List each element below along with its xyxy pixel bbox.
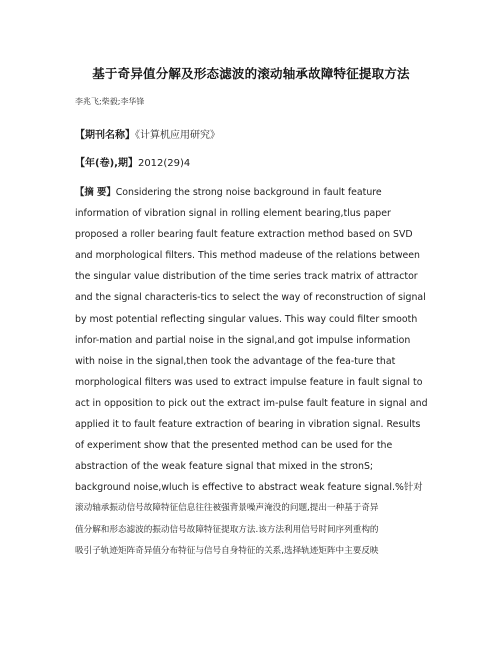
abstract-label: 【摘 要】 xyxy=(75,187,116,198)
abstract-line: 吸引子轨迹矩阵奇异值分布特征与信号自身特征的关系,选择轨迹矩阵中主要反映 xyxy=(75,545,379,556)
abstract-line: applied it to fault feature extraction of bearing in vibration signal. Results xyxy=(75,419,421,431)
abstract-line xyxy=(75,182,435,203)
abstract-line: infor-mation and partial noise in the signal,and got impulse information xyxy=(75,334,411,346)
abstract-line: by most potential reflecting singular values. This way could filter smooth xyxy=(75,313,418,325)
abstract-line: information of vibration signal in rolling element bearing,tlus paper xyxy=(75,208,391,220)
abstract-line: with noise in the signal,then took the advantage of the fea-ture that xyxy=(75,355,396,367)
abstract-line: of experiment show that the presented method can be used for the xyxy=(75,440,393,452)
volume-line xyxy=(75,154,190,169)
volume-value: 2012(29)4 xyxy=(137,158,191,169)
volume-label: 【年(卷),期】 xyxy=(75,158,138,169)
authors: 李兆飞;柴毅;李华锋 xyxy=(75,97,145,106)
abstract-line: 滚动轴承振动信号故障特征信息往往被强背景噪声淹没的问题,提出一种基于奇异 xyxy=(75,503,379,514)
abstract-text: Considering the strong noise background in fault feature xyxy=(115,187,382,198)
abstract-line: the singular value distribution of the time series track matrix of attractor xyxy=(75,271,418,283)
abstract-line: and morphological filters. This method madeuse of the relations between xyxy=(75,250,421,262)
abstract-line: background noise,wluch is effective to abstract weak feature signal.%针对 xyxy=(75,482,423,494)
abstract xyxy=(75,182,435,562)
journal-name: 《计算机应用研究》 xyxy=(135,130,220,141)
abstract-line: abstraction of the weak feature signal that mixed in the stronS; xyxy=(75,461,374,473)
abstract-line: morphological filters was used to extract impulse feature in fault signal to xyxy=(75,376,423,388)
document-title: 基于奇异值分解及形态滤波的滚动轴承故障特征提取方法 xyxy=(92,66,410,81)
journal-line xyxy=(75,126,220,141)
abstract-line: act in opposition to pick out the extract im-pulse fault feature in signal and xyxy=(75,397,428,409)
journal-label: 【期刊名称】 xyxy=(75,130,135,141)
abstract-line: and the signal characteris-tics to select the way of reconstruction of signal xyxy=(75,292,426,304)
abstract-line: proposed a roller bearing fault feature extraction method based on SVD xyxy=(75,229,413,241)
abstract-line: 值分解和形态滤波的振动信号故障特征提取方法.该方法利用信号时间序列重构的 xyxy=(75,524,379,535)
